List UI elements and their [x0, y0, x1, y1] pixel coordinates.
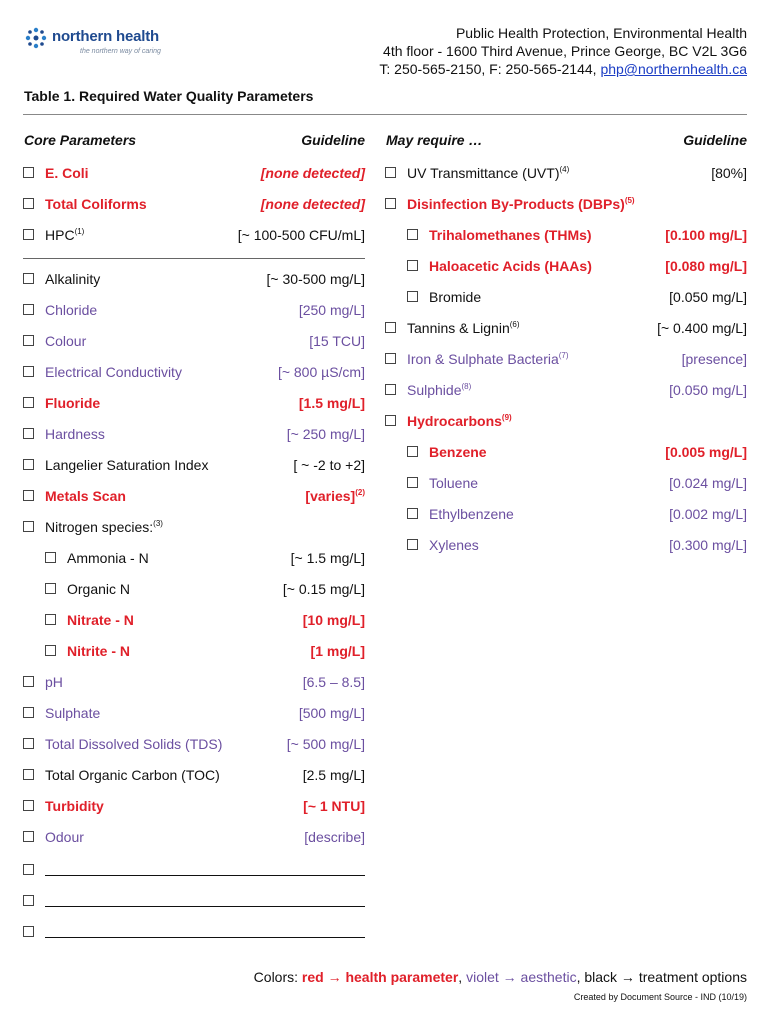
- parameter-name: Tannins & Lignin: [407, 320, 510, 336]
- checkbox[interactable]: [45, 583, 56, 594]
- parameter-name: Toluene: [429, 475, 479, 491]
- legend-sep: ,: [576, 969, 585, 985]
- footnote-ref: (3): [153, 519, 163, 528]
- checkbox[interactable]: [23, 304, 34, 315]
- guideline-text: [0.100 mg/L]: [665, 227, 747, 243]
- blank-line[interactable]: [45, 906, 365, 907]
- guideline-text: [~ 800 µS/cm]: [277, 364, 365, 380]
- parameter-label: [45, 269, 100, 289]
- parameter-label: [429, 225, 592, 245]
- parameter-name: Organic N: [67, 581, 131, 597]
- parameter-label: [407, 380, 471, 400]
- parameter-label: [45, 765, 220, 785]
- checkbox[interactable]: [45, 645, 56, 656]
- parameter-row: [385, 349, 747, 369]
- guideline-text: [ ~ -2 to +2]: [293, 457, 365, 473]
- guideline-text: [~ 100-500 CFU/mL]: [237, 227, 365, 243]
- parameter-label: [45, 163, 89, 183]
- left-guideline-heading: Guideline: [301, 132, 365, 148]
- parameter-name: Iron & Sulphate Bacteria: [407, 351, 559, 367]
- guideline-value: [299, 300, 365, 320]
- guideline-value: [304, 827, 365, 847]
- checkbox[interactable]: [23, 167, 34, 178]
- guideline-text: [500 mg/L]: [298, 705, 365, 721]
- checkbox[interactable]: [23, 521, 34, 532]
- checkbox[interactable]: [385, 384, 396, 395]
- guideline-value: [303, 610, 365, 630]
- parameter-name: Nitrate - N: [67, 612, 134, 628]
- parameter-name: Langelier Saturation Index: [45, 457, 209, 473]
- parameter-row: [407, 225, 747, 245]
- parameter-row: [23, 734, 365, 754]
- guideline-value: [293, 455, 365, 475]
- parameter-label: [407, 194, 635, 214]
- parameter-label: [429, 473, 478, 493]
- parameter-name: Hardness: [45, 426, 105, 442]
- parameter-row: [23, 455, 365, 475]
- parameter-row: [45, 548, 365, 568]
- parameter-name: Total Dissolved Solids (TDS): [45, 736, 223, 752]
- parameter-name: Turbidity: [45, 798, 104, 814]
- parameter-label: [45, 734, 222, 754]
- checkbox[interactable]: [23, 335, 34, 346]
- parameter-row: [23, 827, 365, 847]
- parameter-name: Colour: [45, 333, 87, 349]
- parameter-row: [23, 362, 365, 382]
- parameter-name: Hydrocarbons: [407, 413, 502, 429]
- legend-prefix: Colors:: [253, 969, 302, 985]
- parameter-label: [67, 579, 130, 599]
- guideline-value: [299, 393, 365, 413]
- color-legend: [254, 969, 747, 985]
- guideline-value: [278, 362, 365, 382]
- guideline-value: [311, 641, 365, 661]
- parameter-name: Alkalinity: [45, 271, 101, 287]
- title-divider: [23, 114, 747, 115]
- footnote-ref: (4): [559, 165, 570, 174]
- checkbox[interactable]: [385, 353, 396, 364]
- guideline-value: [669, 380, 747, 400]
- checkbox[interactable]: [23, 738, 34, 749]
- parameter-label: [45, 827, 84, 847]
- footnote-ref: (8): [461, 382, 472, 391]
- parameter-row: [23, 517, 365, 537]
- blank-row: [23, 922, 365, 942]
- guideline-text: [~ 500 mg/L]: [286, 736, 365, 752]
- parameter-label: [45, 703, 100, 723]
- parameter-label: [45, 796, 104, 816]
- parameter-label: [45, 194, 147, 214]
- checkbox[interactable]: [23, 366, 34, 377]
- checkbox[interactable]: [385, 167, 396, 178]
- legend-violet: violet → aesthetic: [466, 969, 577, 985]
- footnote-ref: (9): [501, 413, 512, 422]
- guideline-text: [0.024 mg/L]: [669, 475, 747, 491]
- parameter-row: [45, 579, 365, 599]
- checkbox[interactable]: [23, 490, 34, 501]
- guideline-value: [303, 796, 365, 816]
- blank-row: [23, 891, 365, 911]
- parameter-name: Disinfection By-Products (DBPs): [407, 196, 625, 212]
- guideline-text: [~ 0.400 mg/L]: [657, 320, 747, 336]
- guideline-text: [0.050 mg/L]: [669, 382, 747, 398]
- parameter-name: HPC: [45, 227, 75, 243]
- guideline-value: [261, 163, 365, 183]
- core-separator: [23, 258, 365, 259]
- guideline-value: [303, 765, 365, 785]
- parameter-row: [407, 256, 747, 276]
- guideline-text: [presence]: [681, 351, 747, 367]
- left-column-heading: Core Parameters: [24, 132, 137, 148]
- parameter-label: [429, 287, 481, 307]
- parameter-name: Sulphate: [45, 705, 101, 721]
- checkbox[interactable]: [23, 800, 34, 811]
- parameter-label: [407, 411, 512, 431]
- checkbox[interactable]: [407, 291, 418, 302]
- checkbox[interactable]: [45, 552, 56, 563]
- parameter-label: [45, 486, 126, 506]
- guideline-value: [287, 734, 365, 754]
- guideline-text: [10 mg/L]: [302, 612, 365, 628]
- right-column-heading: May require …: [386, 132, 483, 148]
- parameter-row: [23, 765, 365, 785]
- guideline-text: [~ 0.15 mg/L]: [282, 581, 365, 597]
- parameter-name: Electrical Conductivity: [45, 364, 182, 380]
- guideline-text: [2.5 mg/L]: [302, 767, 365, 783]
- parameter-name: Nitrite - N: [67, 643, 130, 659]
- parameter-row: [23, 331, 365, 351]
- checkbox[interactable]: [23, 769, 34, 780]
- parameter-name: Metals Scan: [45, 488, 126, 504]
- parameter-row: [385, 163, 747, 183]
- parameter-row: [407, 473, 747, 493]
- footnote-ref: (5): [624, 196, 635, 205]
- guideline-value: [309, 331, 365, 351]
- parameter-row: [23, 163, 365, 183]
- parameter-name: Benzene: [429, 444, 487, 460]
- guideline-value: [305, 486, 365, 506]
- guideline-text: [15 TCU]: [309, 333, 365, 349]
- parameter-row: [23, 703, 365, 723]
- checkbox[interactable]: [23, 428, 34, 439]
- checkbox[interactable]: [407, 446, 418, 457]
- footnote-ref: (1): [74, 227, 85, 236]
- parameter-name: Chloride: [45, 302, 98, 318]
- footnote-ref: (6): [509, 320, 520, 329]
- parameter-label: [407, 318, 520, 338]
- checkbox[interactable]: [385, 198, 396, 209]
- parameter-row: [23, 225, 365, 245]
- logo-name: northern health: [52, 28, 160, 45]
- legend-red: red → health parameter: [301, 969, 459, 985]
- guideline-value: [665, 225, 747, 245]
- guideline-value: [657, 318, 747, 338]
- guideline-text: [~ 1.5 mg/L]: [290, 550, 365, 566]
- parameter-row: [385, 194, 747, 214]
- parameter-name: Fluoride: [45, 395, 101, 411]
- created-by: Created by Document Source - IND (10/19): [573, 992, 747, 1002]
- parameter-row: [23, 424, 365, 444]
- guideline-value: [665, 256, 747, 276]
- parameter-row: [385, 380, 747, 400]
- header-line3: [379, 60, 747, 78]
- parameter-row: [23, 672, 365, 692]
- parameter-row: [23, 393, 365, 413]
- parameter-row: [407, 442, 747, 462]
- parameter-name: Xylenes: [429, 537, 479, 553]
- blank-line[interactable]: [45, 937, 365, 938]
- blank-row: [23, 860, 365, 880]
- guideline-value: [669, 535, 747, 555]
- guideline-text: [~ 1 NTU]: [303, 798, 365, 814]
- guideline-text: [6.5 – 8.5]: [302, 674, 365, 690]
- checkbox[interactable]: [407, 229, 418, 240]
- header-phone-fax: T: 250-565-2150, F: 250-565-2144,: [379, 61, 601, 77]
- parameter-label: [407, 349, 569, 369]
- guideline-value: [267, 269, 365, 289]
- guideline-value: [238, 225, 365, 245]
- parameter-label: [45, 517, 163, 537]
- parameter-row: [385, 318, 747, 338]
- parameter-label: [67, 610, 134, 630]
- guideline-value: [299, 703, 365, 723]
- checkbox[interactable]: [23, 459, 34, 470]
- parameter-row: [407, 287, 747, 307]
- parameter-label: [429, 535, 479, 555]
- parameter-name: Total Organic Carbon (TOC): [45, 767, 220, 783]
- legend-sep: ,: [458, 969, 467, 985]
- guideline-text: [0.050 mg/L]: [669, 289, 747, 305]
- guideline-text: [0.005 mg/L]: [665, 444, 747, 460]
- guideline-text: [~ 250 mg/L]: [286, 426, 365, 442]
- guideline-text: [none detected]: [260, 165, 365, 181]
- checkbox[interactable]: [23, 707, 34, 718]
- parameter-name: Bromide: [429, 289, 482, 305]
- parameter-label: [45, 455, 208, 475]
- parameter-name: Nitrogen species:: [45, 519, 154, 535]
- parameter-label: [45, 362, 182, 382]
- blank-line[interactable]: [45, 875, 365, 876]
- parameter-label: [67, 641, 130, 661]
- checkbox[interactable]: [407, 508, 418, 519]
- parameter-label: [45, 424, 105, 444]
- parameter-name: Ethylbenzene: [429, 506, 514, 522]
- guideline-value: [669, 287, 747, 307]
- guideline-value: [669, 473, 747, 493]
- guideline-text: [0.080 mg/L]: [665, 258, 747, 274]
- legend-black: black → treatment options: [584, 969, 747, 985]
- guideline-text: [1 mg/L]: [310, 643, 365, 659]
- checkbox[interactable]: [23, 229, 34, 240]
- parameter-row: [407, 504, 747, 524]
- guideline-text: [0.002 mg/L]: [669, 506, 747, 522]
- guideline-text: [80%]: [711, 165, 747, 181]
- guideline-value: [711, 163, 747, 183]
- checkbox[interactable]: [23, 198, 34, 209]
- guideline-text: [describe]: [304, 829, 365, 845]
- parameter-label: [407, 163, 569, 183]
- guideline-value: [682, 349, 747, 369]
- parameter-name: UV Transmittance (UVT): [407, 165, 560, 181]
- guideline-value: [669, 504, 747, 524]
- checkbox[interactable]: [45, 614, 56, 625]
- parameter-row: [385, 411, 747, 431]
- parameter-label: [45, 393, 100, 413]
- checkbox[interactable]: [407, 477, 418, 488]
- footnote-ref: (7): [558, 351, 569, 360]
- parameter-row: [23, 194, 365, 214]
- parameter-label: [45, 225, 84, 245]
- checkbox[interactable]: [385, 415, 396, 426]
- guideline-text: [1.5 mg/L]: [298, 395, 365, 411]
- footnote-ref: (2): [355, 488, 365, 497]
- parameter-label: [429, 504, 514, 524]
- parameter-name: Ammonia - N: [67, 550, 149, 566]
- guideline-text: [none detected]: [260, 196, 365, 212]
- parameter-row: [23, 300, 365, 320]
- logo-tagline: the northern way of caring: [80, 48, 161, 55]
- parameter-name: Sulphide: [407, 382, 462, 398]
- checkbox[interactable]: [23, 273, 34, 284]
- logo-mark-icon: [22, 24, 50, 52]
- parameter-name: Haloacetic Acids (HAAs): [429, 258, 592, 274]
- parameter-name: Total Coliforms: [45, 196, 147, 212]
- guideline-value: [291, 548, 365, 568]
- parameter-label: [429, 442, 487, 462]
- guideline-text: [varies]: [305, 488, 356, 504]
- guideline-value: [283, 579, 365, 599]
- parameter-row: [45, 610, 365, 630]
- guideline-value: [261, 194, 365, 214]
- guideline-value: [303, 672, 365, 692]
- checkbox[interactable]: [407, 539, 418, 550]
- table-title: Table 1. Required Water Quality Parameters: [24, 88, 314, 104]
- parameter-name: Odour: [45, 829, 84, 845]
- checkbox[interactable]: [23, 676, 34, 687]
- parameter-name: pH: [45, 674, 63, 690]
- right-guideline-heading: Guideline: [683, 132, 747, 148]
- guideline-value: [665, 442, 747, 462]
- guideline-text: [250 mg/L]: [298, 302, 365, 318]
- parameter-name: E. Coli: [45, 165, 89, 181]
- guideline-value: [287, 424, 365, 444]
- northern-health-logo: [22, 22, 172, 62]
- parameter-row: [23, 486, 365, 506]
- parameter-label: [45, 672, 63, 692]
- email-link[interactable]: php@northernhealth.ca: [600, 61, 747, 77]
- parameter-name: Trihalomethanes (THMs): [429, 227, 592, 243]
- parameter-row: [45, 641, 365, 661]
- header-address: [379, 24, 747, 78]
- guideline-text: [0.300 mg/L]: [669, 537, 747, 553]
- header-line2: 4th floor - 1600 Third Avenue, Prince George, BC V2L 3G6: [383, 43, 747, 59]
- checkbox[interactable]: [23, 831, 34, 842]
- checkbox[interactable]: [407, 260, 418, 271]
- header-line1: Public Health Protection, Environmental Health: [455, 25, 747, 41]
- guideline-text: [~ 30-500 mg/L]: [266, 271, 365, 287]
- checkbox[interactable]: [23, 895, 34, 906]
- parameter-row: [23, 796, 365, 816]
- parameter-row: [407, 535, 747, 555]
- checkbox[interactable]: [23, 864, 34, 875]
- parameter-label: [67, 548, 149, 568]
- checkbox[interactable]: [385, 322, 396, 333]
- checkbox[interactable]: [23, 926, 34, 937]
- checkbox[interactable]: [23, 397, 34, 408]
- parameter-label: [45, 300, 97, 320]
- parameter-label: [45, 331, 86, 351]
- parameter-row: [23, 269, 365, 289]
- parameter-label: [429, 256, 592, 276]
